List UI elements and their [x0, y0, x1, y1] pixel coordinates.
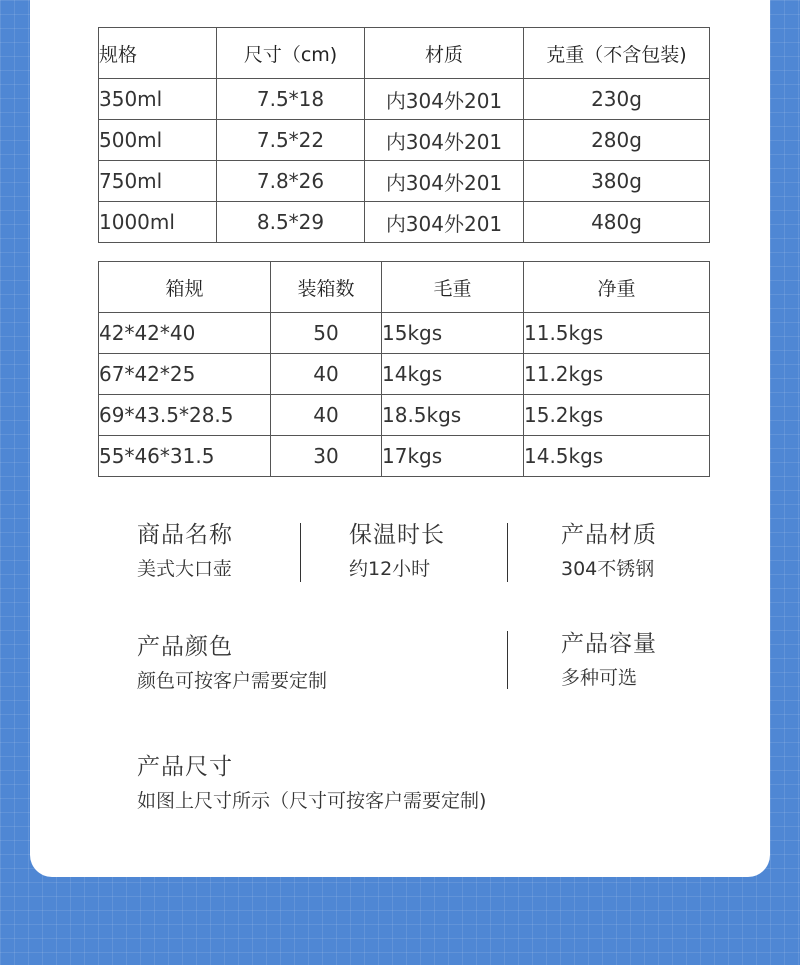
table-row	[99, 395, 710, 436]
cell-weight: 230g	[524, 79, 710, 120]
cell-gross-weight: 18.5kgs	[382, 395, 524, 436]
table-row	[99, 120, 710, 161]
divider	[300, 523, 301, 582]
cell-material: 内304外201	[365, 79, 524, 120]
header-weight: 克重（不含包装)	[524, 28, 710, 79]
spec-table-header	[99, 28, 710, 79]
cell-spec: 1000ml	[99, 202, 217, 243]
spec-table	[98, 27, 710, 243]
packing-table-header	[99, 262, 710, 313]
table-row	[99, 161, 710, 202]
divider	[507, 631, 508, 689]
cell-net-weight: 11.2kgs	[524, 354, 710, 395]
header-net-weight: 净重	[524, 262, 710, 313]
info-value: 颜色可按客户需要定制	[137, 670, 328, 692]
packing-table	[98, 261, 710, 477]
info-value: 多种可选	[561, 667, 638, 689]
cell-carton-size: 69*43.5*28.5	[99, 395, 271, 436]
info-value: 约12小时	[349, 558, 431, 580]
cell-carton-size: 42*42*40	[99, 313, 271, 354]
cell-quantity: 30	[271, 436, 382, 477]
cell-size: 8.5*29	[217, 202, 365, 243]
cell-material: 内304外201	[365, 202, 524, 243]
cell-quantity: 40	[271, 395, 382, 436]
cell-quantity: 40	[271, 354, 382, 395]
cell-net-weight: 14.5kgs	[524, 436, 710, 477]
info-capacity	[561, 629, 657, 691]
header-spec: 规格	[99, 28, 217, 79]
divider	[507, 523, 508, 582]
info-title: 商品名称	[137, 522, 233, 548]
cell-size: 7.8*26	[217, 161, 365, 202]
cell-net-weight: 11.5kgs	[524, 313, 710, 354]
info-color	[137, 632, 327, 694]
cell-carton-size: 55*46*31.5	[99, 436, 271, 477]
cell-spec: 500ml	[99, 120, 217, 161]
info-title: 产品容量	[561, 631, 657, 657]
cell-material: 内304外201	[365, 120, 524, 161]
info-title: 产品颜色	[137, 634, 233, 660]
table-row	[99, 313, 710, 354]
info-size	[137, 752, 486, 814]
cell-gross-weight: 14kgs	[382, 354, 524, 395]
cell-gross-weight: 17kgs	[382, 436, 524, 477]
header-material: 材质	[365, 28, 524, 79]
cell-spec: 350ml	[99, 79, 217, 120]
header-quantity: 装箱数	[271, 262, 382, 313]
info-product-name	[137, 520, 233, 582]
info-material	[561, 520, 657, 582]
info-value: 如图上尺寸所示（尺寸可按客户需要定制)	[137, 790, 487, 812]
cell-size: 7.5*22	[217, 120, 365, 161]
cell-carton-size: 67*42*25	[99, 354, 271, 395]
cell-weight: 480g	[524, 202, 710, 243]
table-row	[99, 436, 710, 477]
info-title: 产品尺寸	[137, 754, 233, 780]
cell-weight: 280g	[524, 120, 710, 161]
info-value: 美式大口壶	[137, 558, 233, 580]
cell-material: 内304外201	[365, 161, 524, 202]
cell-net-weight: 15.2kgs	[524, 395, 710, 436]
cell-weight: 380g	[524, 161, 710, 202]
table-row	[99, 354, 710, 395]
cell-quantity: 50	[271, 313, 382, 354]
header-size: 尺寸（cm)	[217, 28, 365, 79]
info-value: 304不锈钢	[561, 558, 655, 580]
info-title: 产品材质	[561, 522, 657, 548]
table-row	[99, 79, 710, 120]
header-carton-size: 箱规	[99, 262, 271, 313]
cell-spec: 750ml	[99, 161, 217, 202]
table-row	[99, 202, 710, 243]
info-title: 保温时长	[349, 522, 445, 548]
cell-size: 7.5*18	[217, 79, 365, 120]
cell-gross-weight: 15kgs	[382, 313, 524, 354]
info-insulation	[349, 520, 445, 582]
header-gross-weight: 毛重	[382, 262, 524, 313]
